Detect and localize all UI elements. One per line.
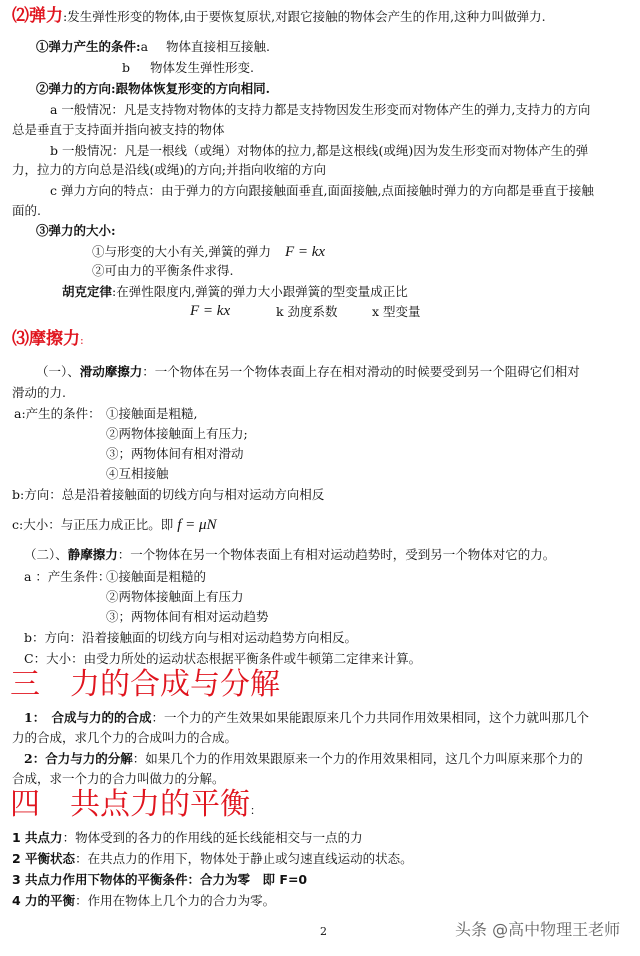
watermark: 头条 @高中物理王老师 xyxy=(455,920,621,939)
elastic-direction-c-1: c 弹力方向的特点：由于弹力的方向跟接触面垂直,面面接触,点面接触时弹力的方向都是垂直于接触 xyxy=(50,183,594,198)
static-friction-def: ：一个物体在另一个物体表面上有相对运动趋势时，受到另一个物体对它的力。 xyxy=(117,547,556,562)
elastic-condition-b: 物体发生弹性形变. xyxy=(150,60,254,75)
kinetic-friction-prefix: （一）、 xyxy=(36,364,80,379)
section4-heading-colon: ： xyxy=(250,804,261,817)
kinetic-friction-title: 滑动摩擦力 xyxy=(79,364,143,379)
section4-heading-line xyxy=(10,787,261,822)
page-number: 2 xyxy=(320,925,327,938)
elastic-direction-a-2: 总是垂直于支持面并指向被支持的物体 xyxy=(12,122,225,137)
kinetic-condition-2: ②两物体接触面上有压力; xyxy=(106,426,248,441)
kinetic-condition-1: ①接触面是粗糙, xyxy=(106,406,198,421)
kinetic-size-formula: f = μN xyxy=(177,517,217,533)
elastic-condition-line xyxy=(36,41,148,54)
kinetic-condition-label: a:产生的条件： xyxy=(14,406,101,421)
elastic-condition-a: 物体直接相互接触. xyxy=(166,39,270,54)
static-condition-3: ③；两物体间有相对运动趋势 xyxy=(106,609,269,624)
elastic-condition-a-letter: a xyxy=(140,39,149,54)
elastic-size-1-line xyxy=(92,245,325,260)
elastic-size-formula: F = kx xyxy=(284,244,326,260)
static-direction: b：方向：沿着接触面的切线方向与相对运动趋势方向相反。 xyxy=(24,630,358,645)
kinetic-condition-4: ④互相接触 xyxy=(106,466,169,481)
kinetic-friction-def-2: 滑动的力. xyxy=(12,385,66,400)
kinetic-friction-def-1: ：一个物体在另一个物体表面上存在相对滑动的时候要受到另一个阻碍它们相对 xyxy=(142,364,580,379)
hooke-law-text: :在弹性限度内,弹簧的弹力大小跟弹簧的型变量成正比 xyxy=(112,284,408,299)
kinetic-size-line xyxy=(12,518,217,533)
elastic-heading: ⑵弹力 xyxy=(12,6,63,26)
elastic-direction-title: ②弹力的方向:跟物体恢复形变的方向相同. xyxy=(36,81,270,96)
hooke-law-formula: F = kx xyxy=(190,303,231,319)
section4-item3: 3 共点力作用下物体的平衡条件：合力为零 即 F=0 xyxy=(12,872,308,887)
static-condition-label: a ：产生条件： xyxy=(24,569,111,584)
static-friction-prefix: （二）、 xyxy=(24,547,68,562)
kinetic-condition-3: ③；两物体间有相对滑动 xyxy=(106,446,244,461)
section3-item1-text-2: 力的合成，求几个力的合成叫力的合成。 xyxy=(12,730,238,745)
hooke-law-title: 胡克定律 xyxy=(62,284,113,299)
elastic-direction-b-2: 力，拉力的方向总是沿线(或绳)的方向;并指向收缩的方向 xyxy=(12,162,326,177)
section4-item1-text: ：物体受到的各力的作用线的延长线能相交与一点的力 xyxy=(62,830,363,845)
section4-item4-label: 4 力的平衡 xyxy=(12,893,76,908)
static-friction-line xyxy=(24,549,555,562)
static-size: C：大小：由受力所处的运动状态根据平衡条件或牛顿第二定律来计算。 xyxy=(24,651,422,666)
elastic-direction-b-1: b 一般情况：凡是一根线（或绳）对物体的拉力,都是这根线(或绳)因为发生形变而对物体产生的弹 xyxy=(50,143,589,158)
elastic-condition-b-letter: b xyxy=(122,60,131,75)
friction-heading-colon: : xyxy=(80,334,84,347)
section3-item2-label: 2：合力与力的分解 xyxy=(24,751,133,766)
friction-heading: ⑶摩擦力 xyxy=(12,329,80,349)
friction-heading-line xyxy=(12,331,84,348)
elastic-condition-title: ①弹力产生的条件: xyxy=(36,39,141,54)
section4-item1-line xyxy=(12,832,363,845)
section3-item2-line xyxy=(24,753,583,766)
elastic-direction-c-2: 面的. xyxy=(12,203,41,218)
hooke-law-line xyxy=(62,286,408,299)
section4-item4-text: ：作用在物体上几个力的合力为零。 xyxy=(75,893,276,908)
elastic-definition: :发生弹性形变的物体,由于要恢复原状,对跟它接触的物体会产生的作用,这种力叫做弹力. xyxy=(63,9,546,24)
elastic-size-2: ②可由力的平衡条件求得. xyxy=(92,263,234,278)
static-friction-title: 静摩擦力 xyxy=(67,547,118,562)
section4-item4-line xyxy=(12,895,275,908)
hooke-law-k: k 劲度系数 xyxy=(276,304,338,319)
kinetic-direction: b:方向：总是沿着接触面的切线方向与相对运动方向相反 xyxy=(12,487,325,502)
elastic-size-title: ③弹力的大小: xyxy=(36,223,116,238)
elastic-direction-a-1: a 一般情况：凡是支持物对物体的支持力都是支持物因发生形变而对物体产生的弹力,支持力的方向 xyxy=(50,102,591,117)
static-condition-1: ①接触面是粗糙的 xyxy=(106,569,207,584)
kinetic-size: c:大小：与正压力成正比。即 xyxy=(12,517,174,532)
section4-item2-line xyxy=(12,853,413,866)
section3-item1-label: 1： 合成与力的的合成 xyxy=(24,710,152,725)
section4-item1-label: 1 共点力 xyxy=(12,830,63,845)
section3-item2-text-2: 合成，求一个力的合力叫做力的分解。 xyxy=(12,771,225,786)
section3-item1-text: ：一个力的产生效果如果能跟原来几个力共同作用效果相同，这个力就叫那几个 xyxy=(151,710,589,725)
section3-item2-text: ：如果几个力的作用效果跟原来一个力的作用效果相同，这几个力叫原来那个力的 xyxy=(132,751,583,766)
section3-item1-line xyxy=(24,712,589,725)
hooke-law-x: x 型变量 xyxy=(372,304,421,319)
elastic-size-1: ①与形变的大小有关,弹簧的弹力 xyxy=(92,244,271,259)
section4-heading: 四 共点力的平衡 xyxy=(10,787,250,822)
section3-heading: 三 力的合成与分解 xyxy=(10,667,280,702)
kinetic-friction-line-1 xyxy=(36,366,580,379)
elastic-heading-line xyxy=(12,8,546,25)
section4-item2-label: 2 平衡状态 xyxy=(12,851,76,866)
section4-item2-text: ：在共点力的作用下，物体处于静止或匀速直线运动的状态。 xyxy=(75,851,413,866)
static-condition-2: ②两物体接触面上有压力 xyxy=(106,589,244,604)
